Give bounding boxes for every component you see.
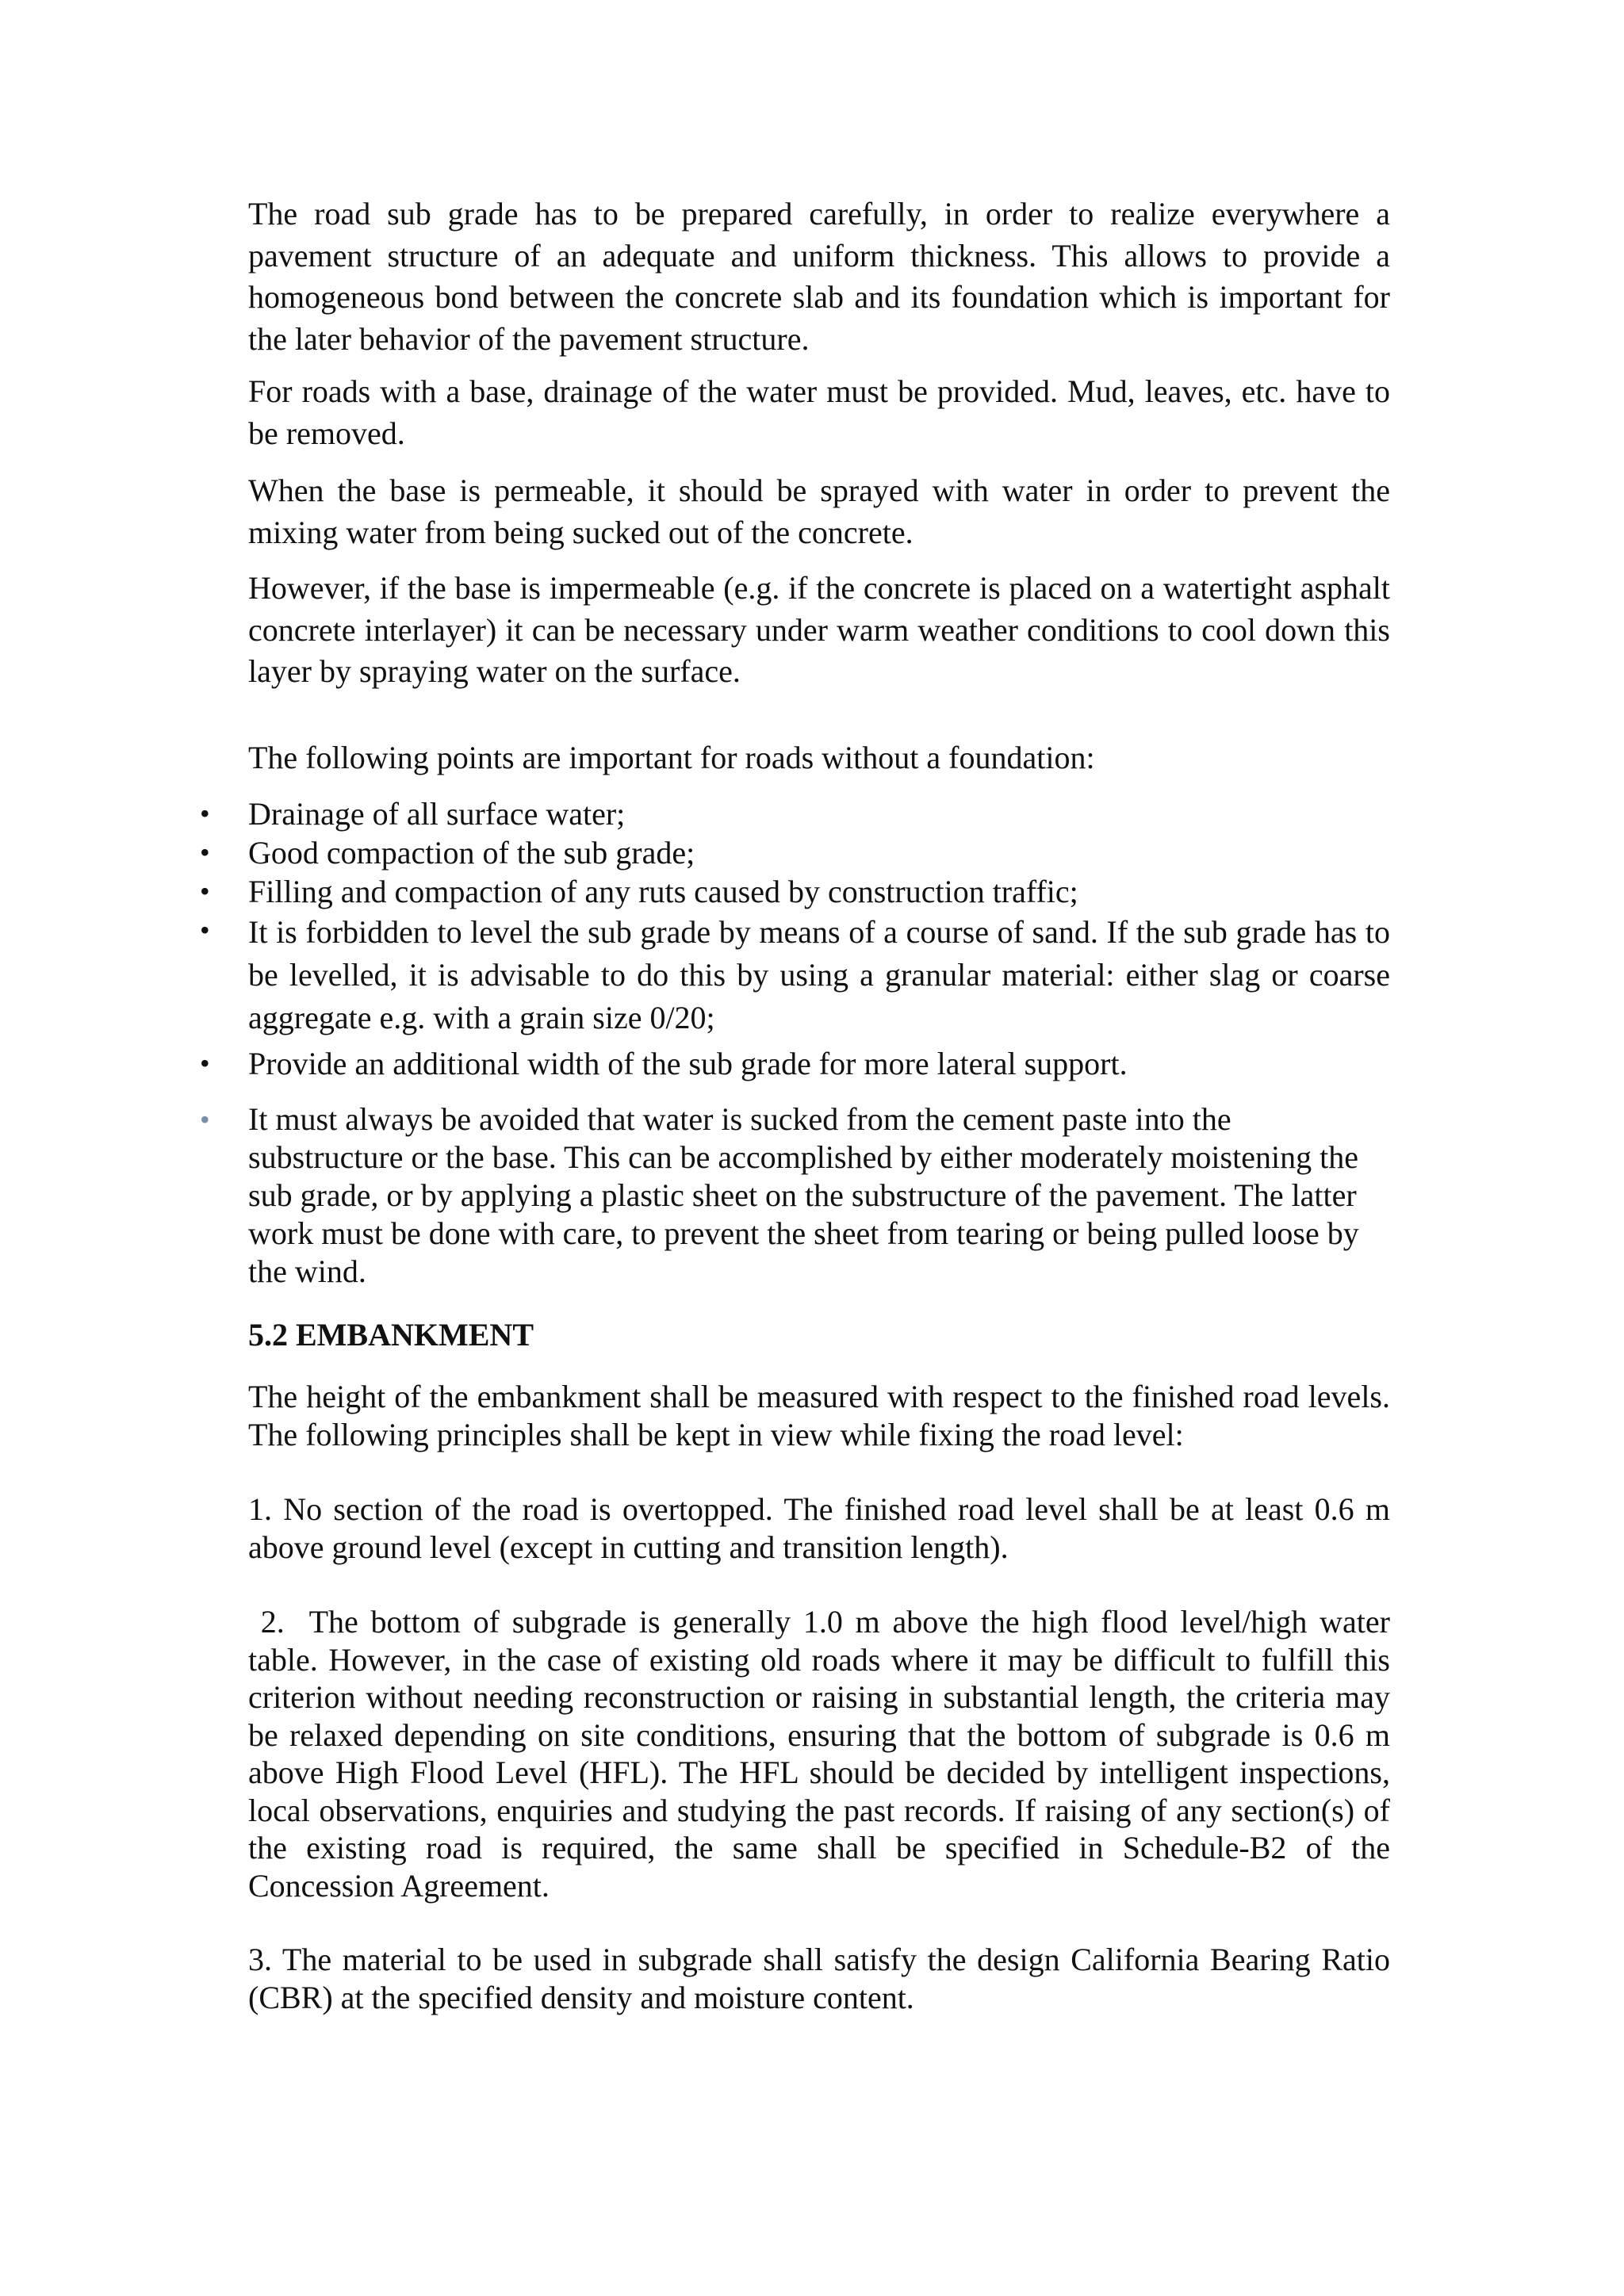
- bullet-icon: •: [200, 798, 210, 829]
- paragraph-point-1: 1. No section of the road is overtopped. The finished road level shall be at least 0.6 m above ground level (except in cutting and transition length).: [248, 1491, 1390, 1565]
- list-item-text: It must always be avoided that water is sucked from the cement paste into the substructure or the base. This can be accomplished by either moderately moistening the sub grade, or by applying a plastic sheet on the substructure of the pavement. The latter work must be done with care, to prevent the sheet from tearing or being pulled loose by the wind.: [248, 1101, 1359, 1289]
- list-item: [200, 1044, 1390, 1083]
- paragraph-point-3: 3. The material to be used in subgrade shall satisfy the design California Bearing Ratio (CBR) at the specified density and moisture content.: [248, 1942, 1390, 2015]
- list-item-text: Drainage of all surface water;: [248, 796, 626, 832]
- bullet-icon: •: [200, 914, 210, 946]
- paragraph-impermeable-base: However, if the base is impermeable (e.g. if the concrete is placed on a watertight asphalt concrete interlayer) it can be necessary under warm weather conditions to cool down this layer by spraying water on the surface.: [248, 570, 1390, 689]
- bullet-list: [200, 794, 1390, 1291]
- section-heading: 5.2 EMBANKMENT: [248, 1317, 534, 1353]
- document-page: [200, 193, 1398, 2017]
- list-item: [200, 911, 1390, 1039]
- paragraph-subgrade-preparation: The road sub grade has to be prepared carefully, in order to realize everywhere a pavement structure of an adequate and uniform thickness. This allows to provide a homogeneous bond between the concrete slab and its foundation which is important for the later behavior of the pavement structure.: [248, 196, 1390, 357]
- bullet-icon: •: [200, 1104, 210, 1135]
- list-item: [200, 872, 1390, 911]
- list-item: [200, 794, 1390, 833]
- list-item-text: Provide an additional width of the sub grade for more lateral support.: [248, 1046, 1128, 1081]
- bullet-icon: •: [200, 1047, 210, 1079]
- bullet-icon: •: [200, 875, 210, 907]
- paragraph-points-intro: The following points are important for roads without a foundation:: [248, 739, 1095, 775]
- paragraph-point-2: 2. The bottom of subgrade is generally 1.0 m above the high flood level/high water table. However, in the case of existing old roads where it may be difficult to fulfill this criterion without needing reconstruction or raising in substantial length, the criteria may be relaxed depending on site conditions, ensuring that the bottom of subgrade is 0.6 m above High Flood Level (HFL). The HFL should be decided by intelligent inspections, local observations, enquiries and studying the past records. If raising of any section(s) of the existing road is required, the same shall be specified in Schedule-B2 of the Concession Agreement.: [248, 1604, 1398, 1904]
- list-item: [200, 833, 1390, 872]
- list-item: [200, 1100, 1390, 1291]
- paragraph-drainage-base: For roads with a base, drainage of the water must be provided. Mud, leaves, etc. have to be removed.: [248, 373, 1390, 451]
- list-item-text: Good compaction of the sub grade;: [248, 835, 695, 871]
- paragraph-embankment-intro: The height of the embankment shall be measured with respect to the finished road levels. The following principles shall be kept in view while fixing the road level:: [248, 1379, 1390, 1452]
- list-item-text: Filling and compaction of any ruts caused by construction traffic;: [248, 874, 1078, 909]
- paragraph-permeable-base: When the base is permeable, it should be sprayed with water in order to prevent the mixing water from being sucked out of the concrete.: [248, 473, 1390, 550]
- list-item-text: It is forbidden to level the sub grade by means of a course of sand. If the sub grade has to be levelled, it is advisable to do this by using a granular material: either slag or coarse aggregate e.g. with a grain size 0/20;: [248, 914, 1390, 1035]
- bullet-icon: •: [200, 836, 210, 868]
